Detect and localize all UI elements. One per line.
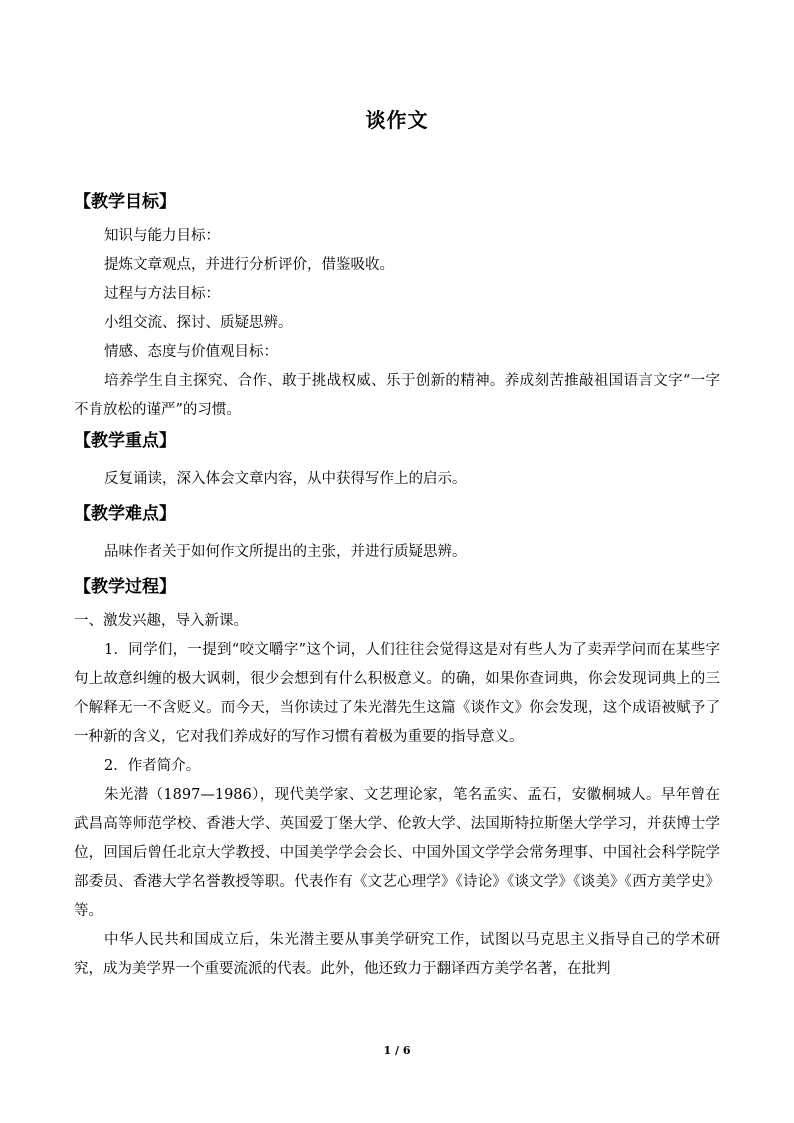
process-paragraph-3: 朱光潜（1897—1986），现代美学家、文艺理论家，笔名孟实、孟石，安徽桐城人。早年曾在武昌高等师范学校、香港大学、英国爱丁堡大学、伦敦大学、法国斯特拉斯堡大学学习，并获博士学位，回国后曾任北京大学教授、中国美学学会会长、中国外国文学学会常务理事、中国社会科学院学部委员、香港大学名誉教授等职。代表作有《文艺心理学》《诗论》《谈文学》《谈美》《西方美学史》等。 <box>74 787 720 919</box>
goal-line-4: 小组交流、探讨、质疑思辨。 <box>104 315 293 331</box>
page-number: 1 / 6 <box>383 1044 411 1057</box>
heading-teaching-goals: 【教学目标】 <box>74 192 176 212</box>
process-paragraph-4: 中华人民共和国成立后，朱光潜主要从事美学研究工作，试图以马克思主义指导自己的学术研究，成为美学界一个重要流派的代表。此外，他还致力于翻译西方美学名著，在批判 <box>74 932 720 977</box>
heading-teaching-process: 【教学过程】 <box>74 577 176 597</box>
process-paragraph-2: 2．作者简介。 <box>104 758 201 774</box>
document-content <box>74 186 720 984</box>
goal-line-2: 提炼文章观点，并进行分析评价，借鉴吸收。 <box>104 257 394 273</box>
goal-line-1: 知识与能力目标： <box>104 228 220 244</box>
process-step-1: 一、激发兴趣，导入新课。 <box>74 613 248 629</box>
document-title: 谈作文 <box>365 108 429 132</box>
heading-difficulties: 【教学难点】 <box>74 504 176 524</box>
goal-line-3: 过程与方法目标： <box>104 286 220 302</box>
process-paragraph-1: 1．同学们，一提到“咬文嚼字”这个词，人们往往会觉得这是对有些人为了卖弄学问而在某些字句上故意纠缠的极大讽刺，很少会想到有什么积极意义。的确，如果你查词典，你会发现词典上的三个解释无一不含贬义。而今天，当你读过了朱光潜先生这篇《谈作文》你会发现，这个成语被赋予了一种新的含义，它对我们养成好的写作习惯有着极为重要的指导意义。 <box>74 642 720 745</box>
key-points-text: 反复诵读，深入体会文章内容，从中获得写作上的启示。 <box>104 471 467 487</box>
heading-key-points: 【教学重点】 <box>74 431 176 451</box>
goal-line-6: 培养学生自主探究、合作、敢于挑战权威、乐于创新的精神。养成刻苦推敲祖国语言文字“一字不肯放松的谨严”的习惯。 <box>74 373 720 418</box>
difficulties-text: 品味作者关于如何作文所提出的主张，并进行质疑思辨。 <box>104 544 467 560</box>
goal-line-5: 情感、态度与价值观目标： <box>104 344 278 360</box>
